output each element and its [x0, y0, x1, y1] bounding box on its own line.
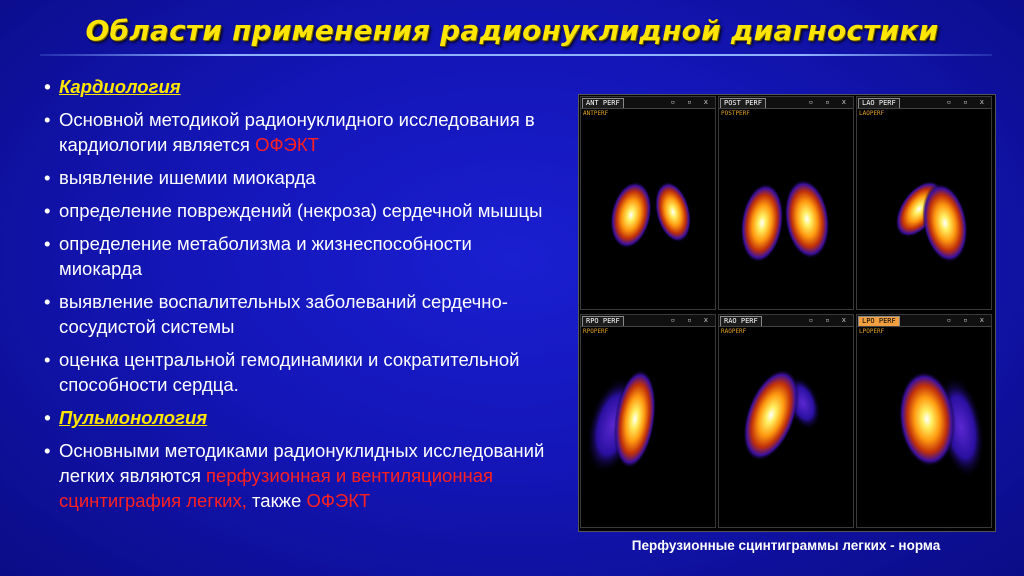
panel-label: LAOPERF [859, 110, 885, 117]
panel-label: RPOPERF [583, 328, 609, 335]
highlight-text: ОФЭКТ [306, 490, 371, 511]
figure-caption: Перфузионные сцинтиграммы легких - норма [631, 538, 941, 553]
panel-label: LPOPERF [859, 328, 885, 335]
panel-label: ANTPERF [583, 110, 609, 117]
heading-text: Пульмонология [59, 407, 208, 428]
scan-image-ant [581, 97, 716, 310]
highlight-text: перфузионная и вентиляционная сцинтиграфия легких, [59, 465, 494, 511]
panel-tab[interactable]: POST PERF [720, 98, 766, 108]
bullet-text: определение метаболизма и жизнеспособности миокарда [59, 233, 472, 279]
slide-title: Области применения радионуклидной диагностики [85, 14, 939, 47]
scan-panel-rpo [580, 314, 716, 528]
scintigram-figure [578, 94, 996, 532]
scan-panel-ant [580, 96, 716, 310]
bullet-item [44, 198, 554, 223]
bullet-list [44, 74, 554, 521]
bullet-item [44, 231, 554, 281]
panel-window-controls[interactable]: ▫ ▫ x [946, 316, 988, 324]
bullet-item [44, 165, 554, 190]
bullet-text: выявление ишемии миокарда [59, 167, 316, 188]
bullet-text-continued: также [246, 490, 307, 511]
panel-window-controls[interactable]: ▫ ▫ x [946, 98, 988, 106]
scan-panel-lpo [856, 314, 992, 528]
scan-image-rao [719, 315, 854, 528]
panel-tab[interactable]: LAO PERF [858, 98, 900, 108]
bullet-text: Основными методиками радионуклидных исследований легких являются [59, 440, 545, 486]
scan-panel-lao [856, 96, 992, 310]
scan-image-rpo [581, 315, 716, 528]
panel-tab[interactable]: ANT PERF [582, 98, 624, 108]
panel-window-controls[interactable]: ▫ ▫ x [670, 316, 712, 324]
title-divider [40, 54, 992, 56]
bullet-item [44, 107, 554, 157]
highlight-text: ОФЭКТ [255, 134, 319, 155]
panel-label: RAOPERF [721, 328, 747, 335]
section-heading-cardiology [44, 74, 554, 99]
bullet-text: оценка центральной гемодинамики и сократительной способности сердца. [59, 349, 520, 395]
bullet-item [44, 289, 554, 339]
bullet-text: определение повреждений (некроза) сердечной мышцы [59, 200, 543, 221]
bullet-item [44, 438, 554, 513]
heading-text: Кардиология [59, 76, 181, 97]
section-heading-pulmonology [44, 405, 554, 430]
scan-image-lao [857, 97, 992, 310]
panel-label: POSTPERF [721, 110, 750, 117]
bullet-text: выявление воспалительных заболеваний сердечно-сосудистой системы [59, 291, 508, 337]
scan-image-post [719, 97, 854, 310]
panel-window-controls[interactable]: ▫ ▫ x [808, 98, 850, 106]
panel-window-controls[interactable]: ▫ ▫ x [808, 316, 850, 324]
panel-tab[interactable]: RPO PERF [582, 316, 624, 326]
bullet-item [44, 347, 554, 397]
panel-tab[interactable]: LPO PERF [858, 316, 900, 326]
bullet-text: Основной методикой радионуклидного исследования в кардиологии является [59, 109, 535, 155]
scan-panel-rao [718, 314, 854, 528]
panel-tab[interactable]: RAO PERF [720, 316, 762, 326]
scan-image-lpo [857, 315, 992, 528]
scan-panel-post [718, 96, 854, 310]
panel-window-controls[interactable]: ▫ ▫ x [670, 98, 712, 106]
